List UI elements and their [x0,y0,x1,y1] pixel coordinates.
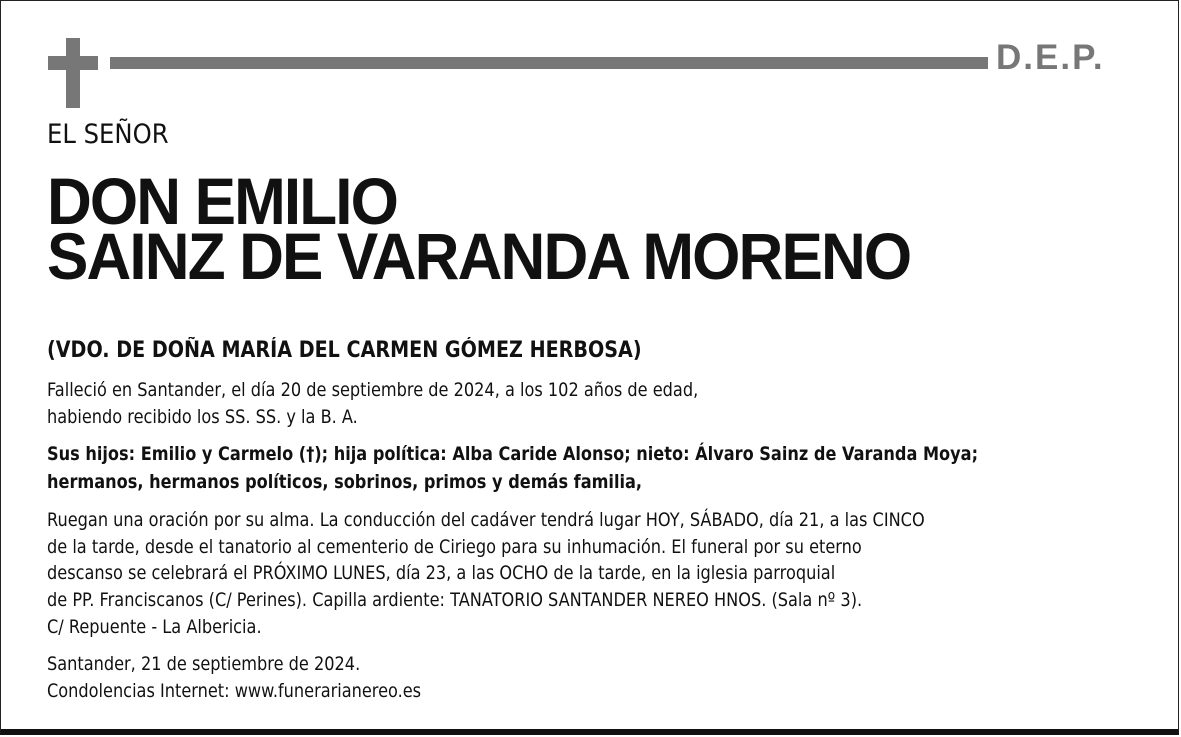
ceremony-line5: C/ Repuente - La Albericia. [47,616,262,638]
honorific-prefix: EL SEÑOR [47,119,169,150]
place-date: Santander, 21 de septiembre de 2024. [47,653,361,675]
cross-horizontal-bar [48,56,98,70]
deceased-name-line1: DON EMILIO [47,164,397,238]
ceremony-line3: descanso se celebrará el PRÓXIMO LUNES, día 23, a las OCHO de la tarde, en la iglesia parroquial [47,562,836,584]
cross-vertical-bar [66,38,80,108]
ceremony-line1: Ruegan una oración por su alma. La conducción del cadáver tendrá lugar HOY, SÁBADO, día 21, a las CINCO [47,509,925,531]
condolences-link: Condolencias Internet: www.funerarianereo.es [47,680,422,702]
ceremony-line2: de la tarde, desde el tanatorio al cementerio de Ciriego para su inhumación. El funeral por su eterno [47,536,862,558]
family-line2: hermanos, hermanos políticos, sobrinos, primos y demás familia, [47,471,643,493]
header-rule [110,57,988,69]
dep-label: D.E.P. [996,38,1105,77]
deceased-name-line2: SAINZ DE VARANDA MORENO [47,219,911,293]
death-notice-line1: Falleció en Santander, el día 20 de septiembre de 2024, a los 102 años de edad, [47,379,699,401]
death-notice-line2: habiendo recibido los SS. SS. y la B. A. [47,406,358,428]
ceremony-line4: de PP. Franciscanos (C/ Perines). Capilla ardiente: TANATORIO SANTANDER NEREO HNOS. (Sala nº 3). [47,589,863,611]
family-line1: Sus hijos: Emilio y Carmelo (†); hija política: Alba Caride Alonso; nieto: Álvaro Sainz de Varanda Moya; [47,443,979,465]
widower-of: (VDO. DE DOÑA MARÍA DEL CARMEN GÓMEZ HERBOSA) [47,338,642,363]
